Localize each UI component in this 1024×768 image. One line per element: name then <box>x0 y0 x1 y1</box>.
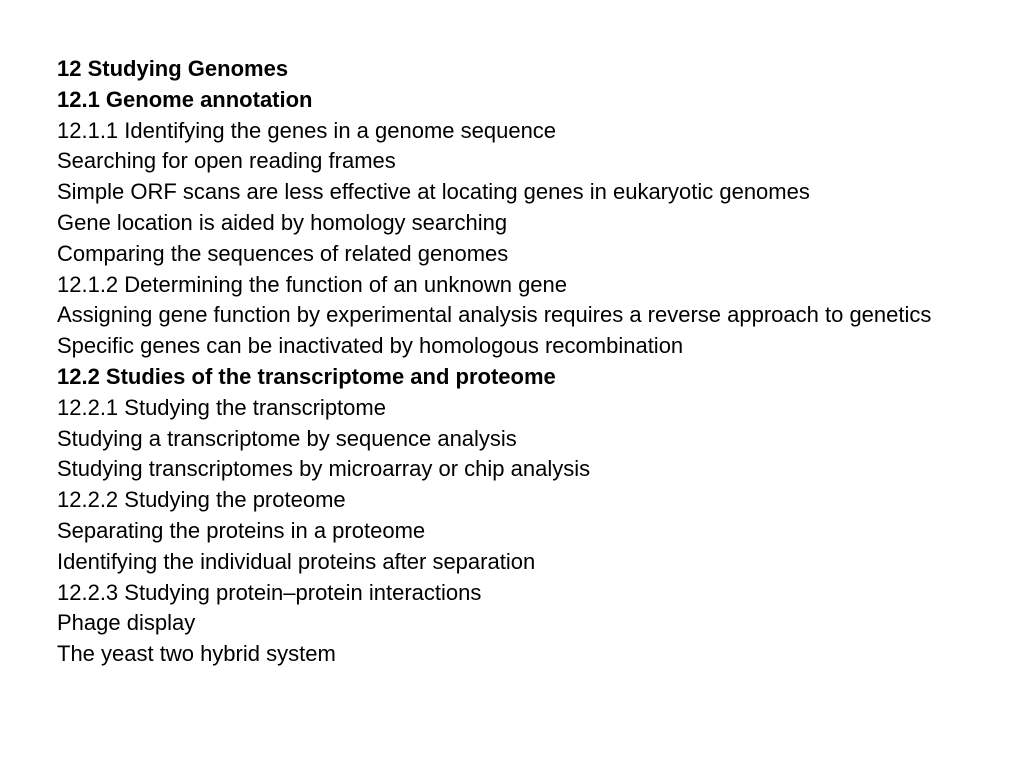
topic-line: Simple ORF scans are less effective at locating genes in eukaryotic genomes <box>57 179 810 205</box>
topic-line: Comparing the sequences of related genomes <box>57 240 509 266</box>
topic-line: Separating the proteins in a proteome <box>57 517 426 543</box>
section-heading: 12.1 Genome annotation <box>57 86 313 112</box>
topic-line: Identifying the individual proteins after separation <box>57 548 536 574</box>
topic-line: Searching for open reading frames <box>57 148 396 174</box>
topic-line: Gene location is aided by homology searching <box>57 209 508 235</box>
topic-line: The yeast two hybrid system <box>57 641 336 667</box>
topic-line: Studying transcriptomes by microarray or chip analysis <box>57 456 591 482</box>
subsection-heading: 12.2.3 Studying protein–protein interactions <box>57 579 482 605</box>
section-heading: 12.2 Studies of the transcriptome and proteome <box>57 363 556 389</box>
subsection-heading: 12.1.2 Determining the function of an unknown gene <box>57 271 568 297</box>
chapter-heading: 12 Studying Genomes <box>57 56 289 81</box>
topic-line: Assigning gene function by experimental analysis requires a reverse approach to genetics <box>57 302 932 328</box>
subsection-heading: 12.2.1 Studying the transcriptome <box>57 394 386 420</box>
subsection-heading: 12.2.2 Studying the proteome <box>57 487 346 513</box>
topic-line: Phage display <box>57 610 196 636</box>
outline-text <box>57 54 987 670</box>
topic-line: Specific genes can be inactivated by homologous recombination <box>57 333 684 359</box>
topic-line: Studying a transcriptome by sequence analysis <box>57 425 517 451</box>
subsection-heading: 12.1.1 Identifying the genes in a genome sequence <box>57 117 557 143</box>
